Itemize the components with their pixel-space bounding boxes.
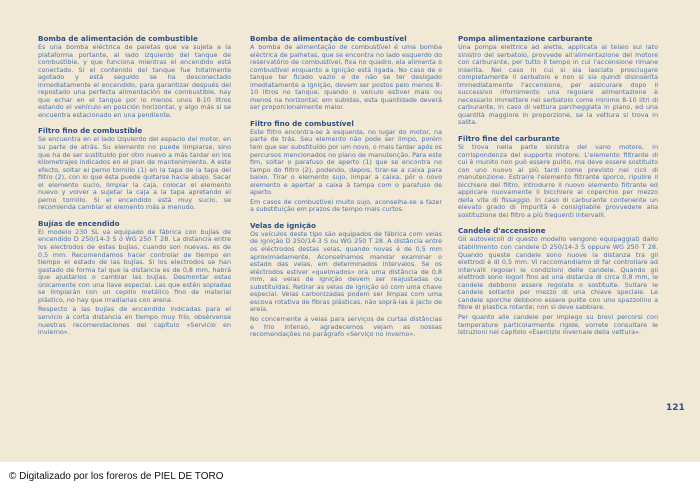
column-italian: [458, 34, 658, 344]
section-paragraph: Una pompa elettrica ad alette, applicata al telaio sul lato sinistro del serbatoio, provvede all'alimentazione del motore con carburante, per tutto il tempo in cui l'accensione rimane inserita. Nel caso in cui si sia lasciato prosciugare completamente il serbatoio e non si sia quindi disinserita immediatamente l'accensione, per assicurare dopo il successivo rifornimento una regolare alimentazione è necessario immettere nel serbatoio come minimo 8-10 litri di carburante, in caso di vettura parcheggiata in piano, ed una quantità maggiore in proporzione, se la vettura si trova in salita.: [458, 43, 658, 127]
section-filtro-fine: [458, 134, 658, 219]
section-heading: Pompa alimentazione carburante: [458, 34, 593, 43]
section-paragraph: Gli autoveicoli di questo modello vengono equipaggiati dallo stabilimento con candele D 250/14-3 S oppure WG 250 T 28. Quando queste candele sono nuove la distanza tra gli elettrodi è di 0,5 mm. Vi raccomandiamo di far controllare ad intervalli regolari le condizioni delle candele. Quando gli elettrodi sono logori fino ad una distanza di circa 0,8 mm, le candele debbono essere regolate o sostituite. Svitare le candele soltanto per mezzo di una chiave speciale. Le candele sporche debbono essere pulite con uno spazzolino a fibre di plastica rotante; non si deve sabbiare.: [458, 235, 658, 312]
section-heading: Filtro fino de combustible: [38, 126, 143, 136]
column-spanish: [38, 34, 231, 344]
section-paragraph: Per quanto alle candele per impiego su brevi percorsi con temperature particolarmente rigide, vorrete consultare le istruzioni nel capitolo «Esercizio invernale della vettura».: [458, 312, 658, 337]
section-paragraph: Si trova nella parte sinistra del vano motore, in corrispondenza del supporto motore. L'elemento filtrante di cui è munito non può essere pulito, ma deve essere sostituito con uno nuovo al più tardi come previsto nei cicli di manutenzione. Estrarre l'elemento filtrante sporco, ripulire il bicchiere del filtro, introdurre il nuovo elemento filtrante ed applicare nuovamente il bicchiere al coperchio per mezzo della vite di fissaggio. In caso di carburante contenente un elevato grado di impurità è consigliabile provvedere alla sostituzione del filtro a più frequenti intervalli.: [458, 143, 658, 219]
section-candele: [458, 226, 658, 336]
section-paragraph: Respecto a las bujías de encendido indicadas para el servicio a corta distancia en tiempo muy frío, obsérvense nuestras recomendaciones del capítulo «Servicio en invierno».: [38, 305, 231, 337]
section-bomba-alimentacao: [250, 34, 442, 112]
section-heading: Bomba de alimentación de combustible: [38, 34, 198, 43]
section-paragraph: Em casos de combustível muito sujo, aconselha-se a fazer a substituição em prazos de tempo mais curtos.: [250, 197, 442, 214]
section-velas-ignicao: [250, 221, 442, 339]
section-heading: Bujías de encendido: [38, 218, 120, 228]
section-paragraph: Es una bomba eléctrica de paletas que va sujeta a la plataforma portante, al lado izquierdo del tanque de combustible, y que funciona mientras el encendido está conectado. Si el contenido del tanque fue totalmente agotado y está seguido se ha desconectado inmediatamente el encendido, para garantizar después del repostado una perfecta alimentación de combustible, hay que echar en el tanque por lo menos unos 8-10 litros estando el vehículo en posición horizontal, y algo más si se encuentra estacionado en una pendiente.: [38, 43, 231, 119]
section-filtro-fino: [250, 119, 442, 214]
section-paragraph: Este filtro encontra-se à esquerda, no lugar do motor, na parte de trás. Seu elemento não pode ser limpo, porém tem que ser substituído por um novo, o mais tardar após os percursos mencionados no plano de manutenção. Para este fim, soltar o parafuso de aperto (1) que se encontra no tampo do filtro (2), podendo, depois, tirar-se a caixa para baixo. Tirar o elemento sujo, limpar a caixa, pôr o novo elemento e apertar a caixa à tampa com o parafuso de aperto.: [250, 127, 442, 197]
section-heading: Filtro fine del carburante: [458, 134, 560, 144]
section-heading: Velas de ignição: [250, 220, 316, 230]
footer-credit: © Digitalizado por los foreros de PIEL DE TORO: [0, 462, 700, 492]
section-bujias: [38, 219, 231, 337]
section-bomba-alimentacion: [38, 34, 231, 119]
section-paragraph: El modelo 230 SL va equipado de fábrica con bujías de encendido D 250/14-3 S ó WG 250 T 28. La distancia entre los electrodos de estas bujías, cuando son nuevas, es de 0,5 mm. Recomendamos hacer controlar de tiempo en tiempo el estado de las bujías. Si los electrodos se han gastado de forma tal que la distancia es de 0,8 mm, habrá que ajustarlos o cambiar las bujías. Desmontar estas únicamente con una llave especial. Las que estén sopladas se limpiarán con un cepillo metálico fino de material plástico, no hay que irradiarlas con arena.: [38, 227, 231, 304]
section-paragraph: A bomba de alimentação de combustível é uma bomba eléctrica de palhetas, que se encontra no lado esquerdo do reservatório de combustível, fixa no quadro, ela alimenta o combustível enquanto a ignição está ligada. No caso de o tanque ter ficado vazio e de não se ter desligado imediatamente a ignição, devem ser postos pelo menos 8-10 litros no tanque, quando o veículo estiver mais ou menos na horizontal; em subidas, esta quantidade deverá ser proporcionalmente maior.: [250, 43, 442, 112]
section-heading: Candele d'accensione: [458, 226, 546, 236]
section-filtro-fino: [38, 126, 231, 211]
section-heading: Bomba de alimentação de combustível: [250, 34, 407, 43]
section-paragraph: Se encuentra en el lado izquierdo del espacio del motor, en su parte de atrás. Su elemento no puede limpiarse, sino que ha de ser sustituido por otro nuevo a más tardar en los kilometrajes indicados en el plan de mantenimiento. A este efecto, soltar el perno tornillo (1) en la tapa de la tapa del filtro (2), con lo que ésta puede quitarse hacia abajo. Sacar el elemento sucio, limpiar la caja, colocar el elemento nuevo y volver a sujetar la caja a la tapa apretando el perno tornillo. Si el encendido está muy sucio, se recomienda cambiar el elemento más a menudo.: [38, 135, 231, 212]
page-number: 121: [666, 403, 685, 413]
section-heading: Filtro fino de combustível: [250, 118, 354, 128]
section-paragraph: No concernente a velas para serviços de curtas distâncias e frio intenso, agradecemos vejam as nossas recomendações no parágrafo «Serviço no inverno».: [250, 314, 442, 339]
column-portuguese: [250, 34, 442, 346]
section-pompa-alimentazione: [458, 34, 658, 127]
section-paragraph: Os veículos deste tipo são equipados de fábrica com velas de ignição D 250/14-3 S ou WG 250 T 28. A distância entre os eléctrodos destas velas, quando novas é de 0,5 mm aproximadamente. Aconselhamos mandar examinar o estado das velas, em determinados intervalos. Se os eléctrodos estiver «queimados» ora uma distância de 0,8 mm, as velas de ignição devem ser reajustadas ou substituídas. Retirar as velas de ignição só com uma chave especial. Velas carbonizadas podem ser limpas com uma escova rotativa de fibras plásticas, não soprá-las à jacto de areia.: [250, 229, 442, 314]
